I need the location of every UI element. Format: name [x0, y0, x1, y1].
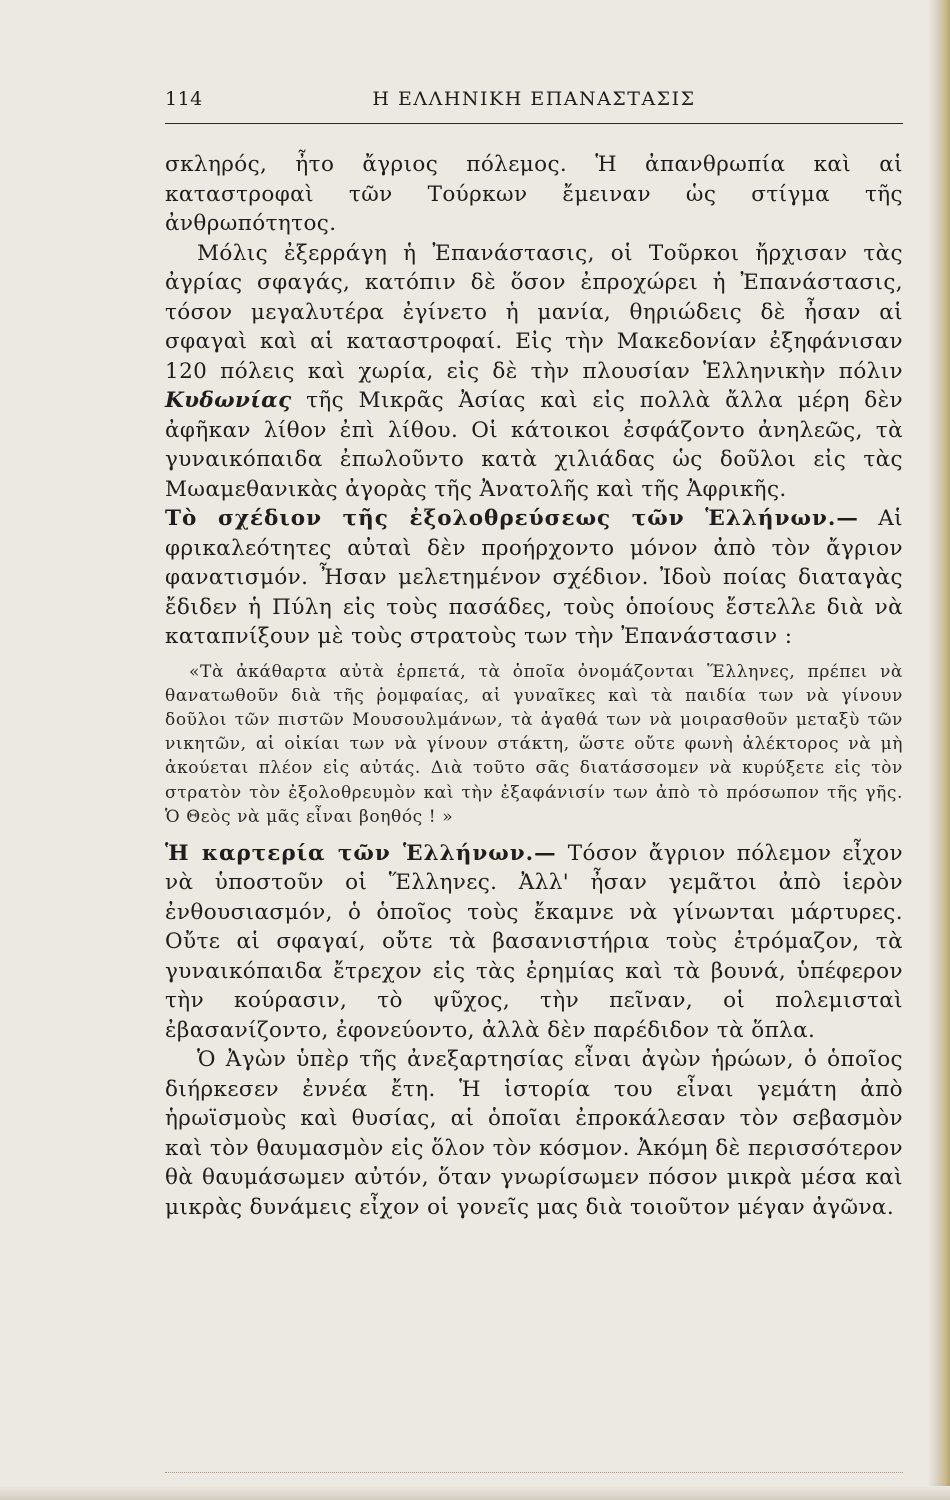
page-bottom-edge — [0, 1486, 950, 1500]
page-number: 114 — [165, 88, 203, 110]
paragraph-2-part-b: τῆς Μικρᾶς Ἀσίας καὶ εἰς πολλὰ ἄλλα μέρη δὲν ἀφῆκαν λίθον ἐπὶ λίθου. Οἱ κάτοικοι ἐσφάζοντο ἀνηλεῶς, τὰ γυναικόπαιδα ἐπωλοῦντο κατὰ χιλιάδας ὡς δοῦλοι εἰς τὰς Μωαμεθανικὰς ἀγορὰς τῆς Ἀνατολῆς καὶ τῆς Ἀφρικῆς. — [165, 388, 903, 502]
paragraph-1: σκληρός, ἦτο ἄγριος πόλεμος. Ἡ ἀπανθρωπία καὶ αἱ καταστροφαὶ τῶν Τούρκων ἔμειναν ὡς στίγμα τῆς ἀνθρωπότητος. — [165, 152, 903, 236]
page-bottom-rule — [165, 1472, 903, 1473]
emphasis-kydonias: Κυδωνίας — [165, 388, 292, 413]
section-heading-endurance: Ἡ καρτερία τῶν Ἑλλήνων.— — [165, 840, 557, 866]
section-heading-plan: Τὸ σχέδιον τῆς ἐξολοθρεύσεως τῶν Ἑλλήνων.— — [165, 506, 859, 531]
paragraph-3-text: Αἱ φρικαλεότητες αὐταὶ δὲν προήρχοντο μόνον ἀπὸ τὸν ἄγριον φανατισμόν. Ἦσαν μελετημένον σχέδιον. Ἰδοὺ ποίας διαταγὰς ἔδιδεν ἡ Πύλη εἰς τοὺς πασάδες, τοὺς ὁποίους ἔστελλε διὰ νὰ καταπνίξουν μὲ τοὺς στρατοὺς των τὴν Ἐπανάστασιν : — [165, 506, 903, 649]
paragraph-4-text: Τόσον ἄγριον πόλεμον εἶχον νὰ ὑποστοῦν οἱ Ἕλληνες. Ἀλλ' ἦσαν γεμᾶτοι ἀπὸ ἱερὸν ἐνθουσιασμόν, ὁ ὁποῖος τοὺς ἔκαμνε νὰ γίνωνται μάρτυρες. Οὔτε αἱ σφαγαί, οὔτε τὰ βασανιστήρια τοὺς ἐτρόμαζον, τὰ γυναικόπαιδα ἔτρεχον εἰς τὰς ἐρημίας καὶ τὰ βουνά, ὑπέφερον τὴν κούρασιν, τὸ ψῦχος, τὴν πεῖναν, οἱ πολεμισταὶ ἐβασανίζοντο, ἐφονεύοντο, ἀλλὰ δὲν παρέδιδον τὰ ὅπλα. — [165, 840, 903, 1043]
header-rule — [165, 123, 903, 124]
paragraph-3 — [165, 504, 903, 652]
page-edge — [928, 0, 950, 1500]
paragraph-2-part-a: Μόλις ἐξερράγη ἡ Ἐπανάστασις, οἱ Τοῦρκοι ἤρχισαν τὰς ἀγρίας σφαγάς, κατόπιν δὲ ὅσον ἐπροχώρει ἡ Ἐπανάστασις, τόσον μεγαλυτέρα ἐγίνετο ἡ μανία, θηριώδεις δὲ ἦσαν αἱ σφαγαὶ καὶ αἱ καταστροφαί. Εἰς τὴν Μακεδονίαν ἐξηφάνισαν 120 πόλεις καὶ χωρία, εἰς δὲ τὴν πλουσίαν Ἑλληνικὴν πόλιν — [165, 240, 903, 384]
paragraph-5: Ὁ Ἀγὼν ὑπὲρ τῆς ἀνεξαρτησίας εἶναι ἀγὼν ἡρώων, ὁ ὁποῖος διήρκεσεν ἐννέα ἔτη. Ἡ ἱστορία του εἶναι γεμάτη ἀπὸ ἡρωϊσμοὺς καὶ θυσίας, αἱ ὁποῖαι ἐπροκάλεσαν τὸν σεβασμὸν καὶ τὸν θαυμασμὸν εἰς ὅλον τὸν κόσμον. Ἀκόμη δὲ περισσότερον θὰ θαυμάσωμεν αὐτόν, ὅταν γνωρίσωμεν πόσον μικρὰ μέσα καὶ μικρὰς δυνάμεις εἶχον οἱ γονεῖς μας διὰ τοιοῦτον μέγαν ἀγῶνα. — [165, 1047, 903, 1220]
page-body — [165, 150, 903, 1222]
page-header — [165, 88, 903, 118]
running-title: Η ΕΛΛΗΝΙΚΗ ΕΠΑΝΑΣΤΑΣΙΣ — [372, 88, 696, 110]
paragraph-4 — [165, 839, 903, 1046]
quoted-order: «Τὰ ἀκάθαρτα αὐτὰ ἑρπετά, τὰ ὁποῖα ὀνομάζονται Ἕλληνες, πρέπει νὰ θανατωθοῦν διὰ τῆς ῥομφαίας, αἱ γυναῖκες καὶ τὰ παιδία των νὰ γίνουν δοῦλοι τῶν πιστῶν Μουσουλμάνων, τὰ ἀγαθά των νὰ μοιρασθοῦν μεταξὺ τῶν νικητῶν, αἱ οἰκίαι των νὰ γίνουν στάκτη, ὥστε οὔτε φωνὴ ἀλέκτορος νὰ μὴ ἀκούεται πλέον εἰς αὐτάς. Διὰ τοῦτο σᾶς διατάσσομεν νὰ κυρύξετε εἰς τὸν στρατὸν τὸν ἐξολοθρευμὸν καὶ τὴν ἐξαφάνισίν των ἀπὸ τὸ πρόσωπον τῆς γῆς. Ὁ Θεὸς νὰ μᾶς εἶναι βοηθός ! » — [165, 661, 903, 827]
paragraph-2 — [165, 239, 903, 505]
